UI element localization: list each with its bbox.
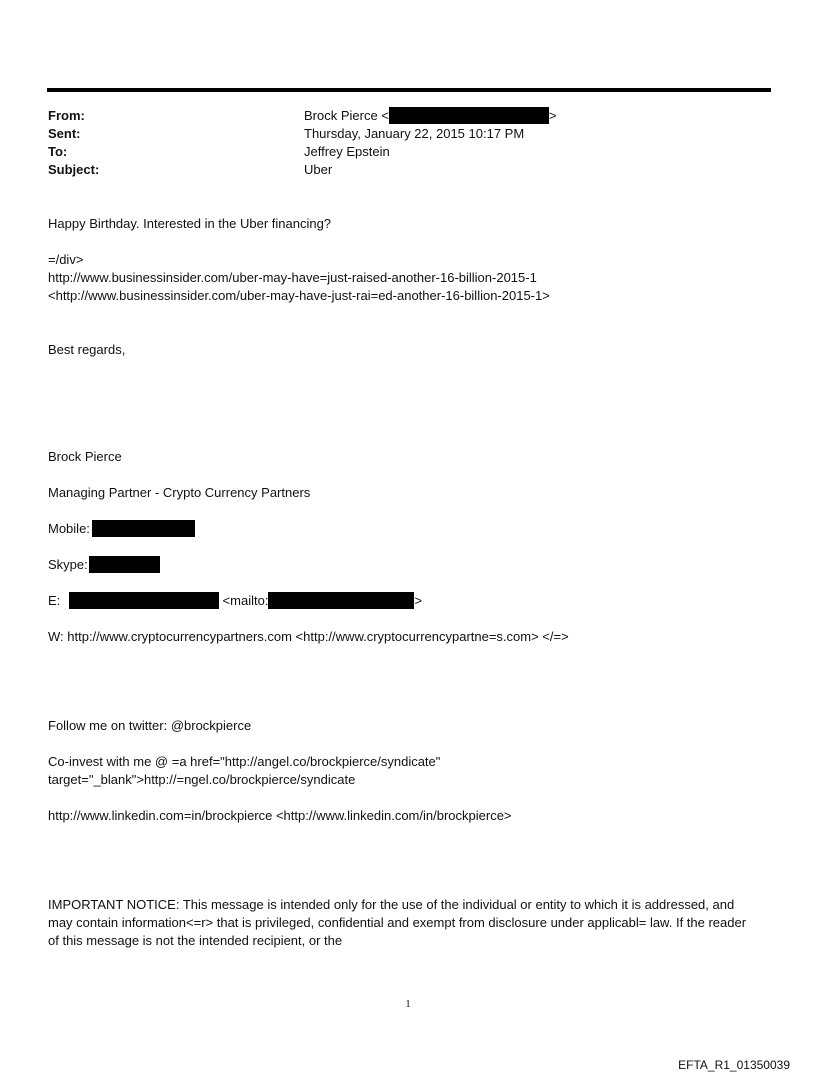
page-number: 1 (405, 998, 411, 1010)
header-rule (47, 88, 771, 92)
twitter-line: Follow me on twitter: @brockpierce (48, 718, 252, 733)
coinvest-line-2[interactable]: target="_blank">http://=ngel.co/brockpierce/syndicate (48, 772, 356, 787)
from-name: Brock Pierce < (304, 108, 389, 123)
subject-value: Uber (304, 162, 333, 177)
email-label: E: (48, 593, 61, 608)
to-value: Jeffrey Epstein (304, 144, 390, 159)
important-notice: IMPORTANT NOTICE: This message is intended only for the use of the individual or entity to which it is addressed, and may contain information<=r> that is privileged, confidential and exempt from disclosure under applicabl= law. If the reader of this message is not the intended recipient, or the (48, 897, 747, 948)
signature-skype (48, 556, 160, 574)
header-sent-row (48, 125, 525, 143)
signature-title: Managing Partner - Crypto Currency Partners (48, 485, 311, 500)
from-value (304, 107, 557, 125)
article-link[interactable]: http://www.businessinsider.com/uber-may-have=just-raised-another-16-billion-2015-1 (48, 270, 537, 285)
header-subject-row (48, 161, 333, 179)
linkedin-line[interactable]: http://www.linkedin.com=in/brockpierce <http://www.linkedin.com/in/brockpierce> (48, 808, 512, 823)
document-id: EFTA_R1_01350039 (678, 1058, 790, 1072)
from-label: From: (48, 108, 85, 123)
signature-email (48, 592, 422, 610)
skype-label: Skype: (48, 557, 88, 572)
redaction-block (92, 520, 195, 537)
signature-website[interactable]: W: http://www.cryptocurrencypartners.com <http://www.cryptocurrencypartne=s.com> </=> (48, 629, 569, 644)
mobile-label: Mobile: (48, 521, 90, 536)
greeting: Happy Birthday. Interested in the Uber financing? (48, 216, 332, 231)
div-tag-text: =/div> (48, 252, 84, 267)
redaction-block (69, 592, 219, 609)
closing-regards: Best regards, (48, 342, 126, 357)
subject-label: Subject: (48, 162, 100, 177)
to-label: To: (48, 144, 68, 159)
mailto-label: <mailto: (222, 593, 269, 608)
sent-value: Thursday, January 22, 2015 10:17 PM (304, 126, 525, 141)
header-to-row (48, 143, 390, 161)
redaction-block (389, 107, 549, 124)
mailto-close: > (414, 593, 423, 608)
sent-label: Sent: (48, 126, 81, 141)
article-link-alt[interactable]: <http://www.businessinsider.com/uber-may-have-just-rai=ed-another-16-billion-2015-1> (48, 288, 550, 303)
header-from-row (48, 107, 557, 125)
signature-mobile (48, 520, 195, 538)
signature-name: Brock Pierce (48, 449, 122, 464)
redaction-block (89, 556, 160, 573)
redaction-block (268, 592, 414, 609)
coinvest-line-1: Co-invest with me @ =a href="http://angel.co/brockpierce/syndicate" (48, 754, 441, 769)
from-close: > (548, 108, 557, 123)
